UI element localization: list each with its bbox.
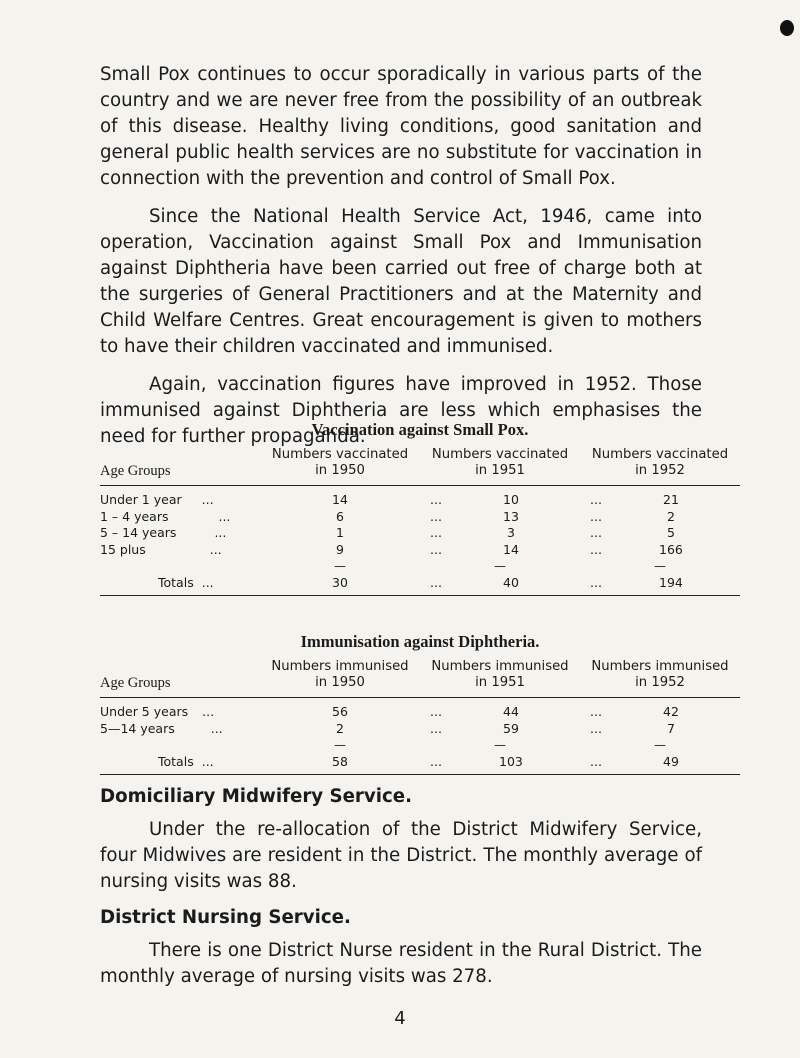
column-header-1952: Numbers immunised in 1952: [580, 659, 740, 698]
totals-row: Totals ... 30 ... 40 ... 194: [100, 575, 740, 596]
immunisation-section: [100, 632, 740, 775]
table-header-row: [100, 447, 740, 486]
subtotal-rule-row: — — —: [334, 738, 666, 752]
vaccination-table-title: Vaccination against Small Pox.: [311, 420, 529, 439]
table-row: 5 – 14 years ... 1 ... 3 ... 5: [100, 525, 675, 540]
immunisation-table-title: Immunisation against Diphtheria.: [300, 632, 540, 651]
age-groups-header: Age Groups: [100, 659, 260, 698]
column-header-1951: Numbers vaccinated in 1951: [420, 447, 580, 486]
vaccination-table: [100, 447, 740, 596]
column-header-1950: Numbers immunised in 1950: [260, 659, 420, 698]
page-number: 4: [394, 1008, 406, 1029]
paragraph-figures: Again, vaccination figures have improved in 1952. Those immunised against Diphtheria are less which emphasises the need for further propaganda.: [100, 374, 702, 447]
nursing-paragraph: There is one District Nurse resident in the Rural District. The monthly average of nursing visits was 278.: [100, 940, 702, 987]
table-row: 1 – 4 years ... 6 ... 13 ... 2: [100, 508, 675, 524]
table-row: 5—14 years ... 2 ... 59 ... 7: [100, 720, 675, 736]
table-header-row: [100, 659, 740, 698]
punch-hole-mark: [780, 20, 794, 36]
table-row: 15 plus ... 9 ... 14 ... 166: [100, 541, 683, 557]
age-groups-header: Age Groups: [100, 447, 260, 486]
nursing-heading: District Nursing Service.: [100, 907, 351, 928]
table-row: Under 1 year ... 14 ... 10 ... 21: [100, 492, 679, 507]
vaccination-section: [100, 420, 740, 596]
subtotal-rule-row: — — —: [334, 559, 666, 573]
document-page: [100, 62, 702, 462]
column-header-1951: Numbers immunised in 1951: [420, 659, 580, 698]
column-header-1950: Numbers vaccinated in 1950: [260, 447, 420, 486]
totals-row: Totals ... 58 ... 103 ... 49: [100, 754, 740, 775]
midwifery-paragraph: Under the re-allocation of the District Midwifery Service, four Midwives are resident in the District. The monthly average of nursing visits was 88.: [100, 819, 702, 892]
services-section: [100, 786, 702, 1002]
immunisation-table: [100, 659, 740, 775]
column-header-1952: Numbers vaccinated in 1952: [580, 447, 740, 486]
paragraph-smallpox: Small Pox continues to occur sporadically in various parts of the country and we are never free from the possibility of an outbreak of this disease. Healthy living conditions, good sanitation and general public health services are no substitute for vaccination in connection with the prevention and control of Small Pox.: [100, 64, 702, 189]
midwifery-heading: Domiciliary Midwifery Service.: [100, 786, 413, 807]
table-row: Under 5 years ... 56 ... 44 ... 42: [100, 704, 679, 719]
paragraph-nhs-act: Since the National Health Service Act, 1946, came into operation, Vaccination against Small Pox and Immunisation against Diphtheria have been carried out free of charge both at the surgeries of General Practitioners and at the Maternity and Child Welfare Centres. Great encouragement is given to mothers to have their children vaccinated and immunised.: [100, 206, 702, 357]
